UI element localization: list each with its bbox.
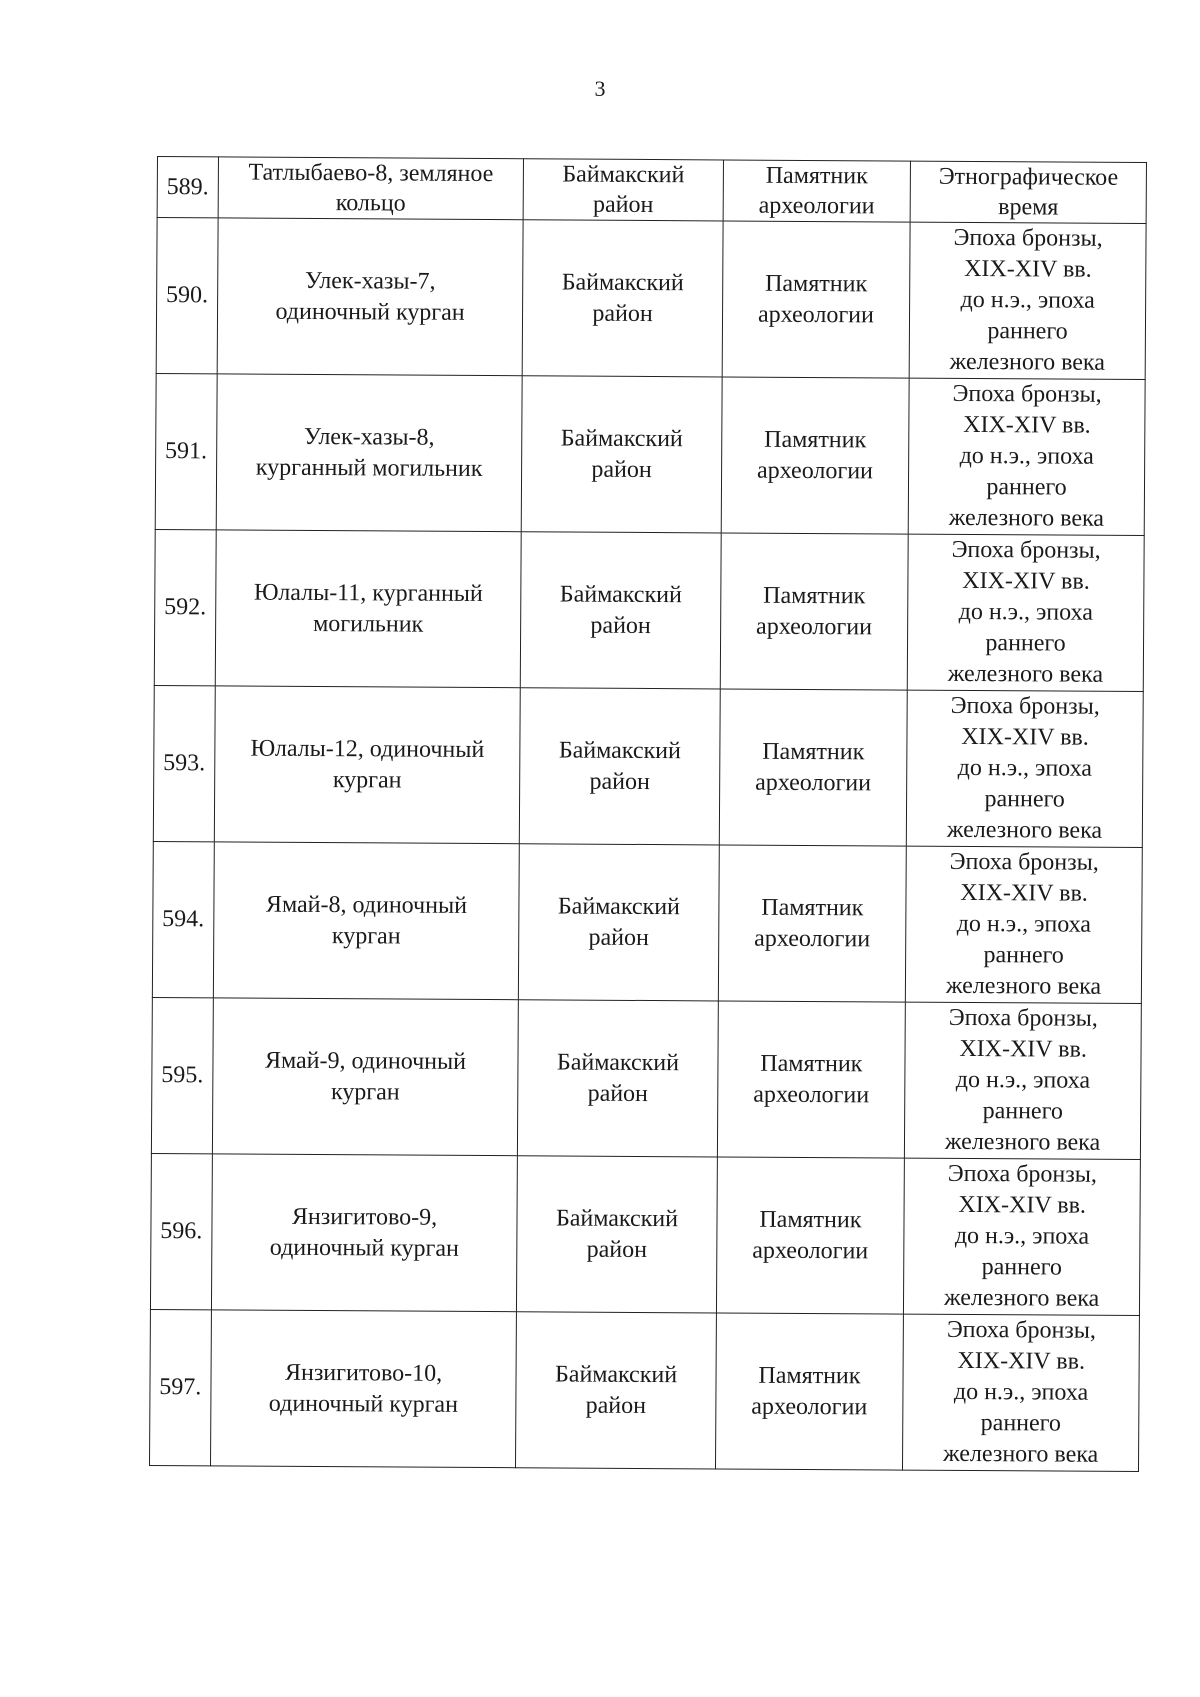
period-line: раннего	[984, 786, 1065, 813]
period-line: XIX-XIV вв.	[958, 1191, 1087, 1219]
period-line: раннего	[987, 318, 1068, 345]
table-row	[151, 997, 1141, 1159]
district-line: район	[590, 612, 651, 639]
table-row	[157, 157, 1146, 224]
period-line: раннего	[982, 1098, 1063, 1125]
monument-type-line: археологии	[757, 301, 874, 328]
monument-type-line: Памятник	[762, 738, 865, 765]
monument-type-line: археологии	[758, 192, 875, 220]
monument-name-line: могильник	[313, 610, 424, 638]
row-number-cell: 595.	[151, 997, 213, 1153]
monument-name-line: одиночный курган	[269, 1234, 460, 1262]
period-cell	[905, 1002, 1142, 1159]
monument-name-cell	[214, 686, 521, 844]
period-line: до н.э., эпоха	[957, 754, 1093, 782]
table-row	[153, 685, 1143, 847]
period-cell	[903, 1314, 1140, 1471]
monument-name-line: Янзигитово-10,	[284, 1359, 443, 1387]
monument-name-line: курганный могильник	[255, 454, 483, 482]
monument-type-line: археологии	[755, 769, 872, 796]
district-line: район	[588, 924, 649, 951]
period-cell	[909, 222, 1146, 379]
table-body	[150, 157, 1147, 1472]
monument-name-line: Ямай-9, одиночный	[264, 1047, 467, 1075]
period-line: Эпоха бронзы,	[950, 692, 1100, 720]
row-number-cell: 592.	[154, 529, 216, 685]
period-line: железного века	[947, 660, 1104, 688]
district-line: район	[585, 1392, 647, 1419]
table-row	[154, 529, 1144, 691]
monument-name-line: Юлалы-12, одиночный	[250, 735, 485, 763]
monument-name-cell	[212, 998, 519, 1156]
monument-type-cell	[715, 1313, 903, 1470]
period-line: железного века	[944, 1128, 1101, 1156]
period-line: Эпоха бронзы,	[951, 536, 1101, 564]
district-line: Баймакский	[554, 1360, 678, 1388]
monument-name-line: Ямай-8, одиночный	[265, 891, 468, 919]
period-line: железного века	[945, 972, 1102, 1000]
period-line: до н.э., эпоха	[959, 442, 1094, 470]
monument-name-cell	[211, 1154, 518, 1312]
monument-name-cell	[218, 157, 524, 220]
period-line: раннего	[985, 630, 1066, 657]
monument-name-line: Улек-хазы-8,	[304, 423, 435, 451]
district-line: район	[587, 1080, 649, 1107]
period-line: до н.э., эпоха	[960, 286, 1095, 314]
table-row	[155, 373, 1145, 535]
period-line: раннего	[983, 942, 1064, 969]
monument-name-line: одиночный курган	[268, 1390, 459, 1418]
district-line: Баймакский	[559, 580, 682, 608]
monument-name-line: Янзигитово-9,	[291, 1203, 438, 1231]
period-cell	[906, 690, 1143, 847]
monument-type-cell	[717, 1001, 905, 1158]
period-line: время	[998, 194, 1059, 221]
district-cell	[520, 688, 720, 845]
district-cell	[523, 159, 723, 221]
monument-type-line: Памятник	[763, 582, 866, 609]
monument-name-line: Улек-хазы-7,	[304, 267, 436, 295]
period-line: железного века	[942, 1440, 1099, 1468]
district-line: Баймакский	[555, 1204, 679, 1232]
table-row	[152, 841, 1142, 1003]
period-line: железного века	[948, 504, 1105, 532]
monument-name-line: кольцо	[335, 190, 406, 217]
district-cell	[522, 376, 722, 533]
district-line: район	[592, 300, 653, 327]
period-line: раннего	[981, 1254, 1062, 1281]
monument-type-line: археологии	[756, 457, 874, 484]
row-number-cell: 589.	[157, 157, 218, 218]
period-line: Эпоха бронзы,	[946, 1316, 1097, 1344]
period-line: раннего	[986, 474, 1067, 501]
monument-type-line: археологии	[751, 1393, 868, 1420]
period-line: до н.э., эпоха	[954, 1222, 1090, 1250]
period-line: XIX-XIV вв.	[961, 723, 1089, 751]
district-cell	[518, 1000, 718, 1157]
period-cell	[904, 1158, 1141, 1315]
monument-type-cell	[716, 1157, 904, 1314]
monument-name-line: курган	[332, 766, 402, 794]
period-line: XIX-XIV вв.	[964, 255, 1092, 283]
district-cell	[523, 220, 723, 377]
monument-type-cell	[723, 160, 911, 222]
district-line: район	[591, 456, 652, 483]
monument-name-line: одиночный курган	[275, 298, 465, 326]
monument-type-line: Памятник	[764, 426, 867, 453]
page-number: 3	[594, 76, 606, 101]
monument-type-line: Памятник	[765, 270, 868, 297]
period-line: Эпоха бронзы,	[953, 224, 1103, 252]
period-line: до н.э., эпоха	[956, 910, 1092, 938]
monument-type-cell	[721, 377, 909, 534]
monument-name-cell	[216, 374, 523, 532]
period-line: XIX-XIV вв.	[957, 1347, 1086, 1375]
monument-type-line: Памятник	[760, 1050, 863, 1077]
district-cell	[516, 1312, 716, 1469]
period-line: железного века	[946, 816, 1103, 844]
period-cell	[908, 378, 1145, 535]
monument-type-cell	[722, 221, 910, 378]
period-line: до н.э., эпоха	[958, 598, 1093, 626]
period-line: XIX-XIV вв.	[960, 879, 1088, 907]
monument-type-line: археологии	[756, 613, 873, 640]
district-line: Баймакский	[557, 892, 681, 920]
monument-type-line: Памятник	[759, 1206, 862, 1233]
table-row	[150, 1153, 1140, 1315]
monument-name-cell	[213, 842, 520, 1000]
table-row	[150, 1309, 1140, 1471]
table-row	[156, 218, 1146, 380]
district-line: Баймакский	[560, 424, 683, 452]
monument-type-cell	[718, 845, 906, 1002]
row-number-cell: 593.	[153, 685, 215, 841]
monuments-table	[149, 156, 1147, 1472]
period-line: Эпоха бронзы,	[948, 1004, 1098, 1032]
monument-type-cell	[719, 689, 907, 846]
monument-name-line: курган	[331, 922, 401, 950]
row-number-cell: 591.	[155, 373, 217, 529]
period-line: XIX-XIV вв.	[959, 1035, 1087, 1063]
monument-type-line: археологии	[754, 925, 871, 952]
monument-type-cell	[720, 533, 908, 690]
district-line: Баймакский	[556, 1048, 680, 1076]
monument-name-cell	[217, 218, 524, 376]
district-line: район	[586, 1236, 648, 1263]
district-cell	[521, 532, 721, 689]
monument-name-line: Татлыбаево-8, земляное	[248, 159, 494, 188]
district-line: район	[592, 191, 654, 219]
period-line: XIX-XIV вв.	[963, 411, 1091, 439]
period-line: Эпоха бронзы,	[952, 380, 1102, 408]
monument-name-line: курган	[330, 1078, 400, 1105]
period-line: Этнографическое	[938, 163, 1119, 191]
monument-type-line: Памятник	[758, 1362, 861, 1389]
monument-name-cell	[210, 1310, 517, 1468]
monument-type-line: археологии	[752, 1237, 869, 1264]
period-cell	[905, 846, 1142, 1003]
district-line: Баймакский	[561, 268, 684, 296]
monument-name-line: Юлалы-11, курганный	[253, 579, 483, 607]
row-number-cell: 597.	[150, 1309, 212, 1465]
monument-type-line: археологии	[753, 1081, 870, 1108]
row-number-cell: 594.	[152, 841, 214, 997]
district-line: Баймакский	[562, 161, 685, 189]
period-line: до н.э., эпоха	[953, 1378, 1089, 1406]
period-cell	[910, 161, 1146, 223]
row-number-cell: 596.	[150, 1153, 212, 1309]
period-cell	[907, 534, 1144, 691]
monument-type-line: Памятник	[761, 894, 864, 921]
period-line: железного века	[943, 1284, 1100, 1312]
period-line: железного века	[949, 348, 1106, 376]
period-line: XIX-XIV вв.	[962, 567, 1090, 595]
district-line: Баймакский	[558, 736, 681, 764]
monument-type-line: Памятник	[765, 162, 868, 190]
period-line: Эпоха бронзы,	[949, 848, 1099, 876]
monument-name-cell	[215, 530, 522, 688]
period-line: Эпоха бронзы,	[947, 1160, 1097, 1188]
row-number-cell: 590.	[156, 218, 218, 374]
district-line: район	[589, 768, 650, 795]
period-line: раннего	[980, 1410, 1062, 1437]
period-line: до н.э., эпоха	[955, 1066, 1091, 1094]
district-cell	[519, 844, 719, 1001]
district-cell	[517, 1156, 717, 1313]
